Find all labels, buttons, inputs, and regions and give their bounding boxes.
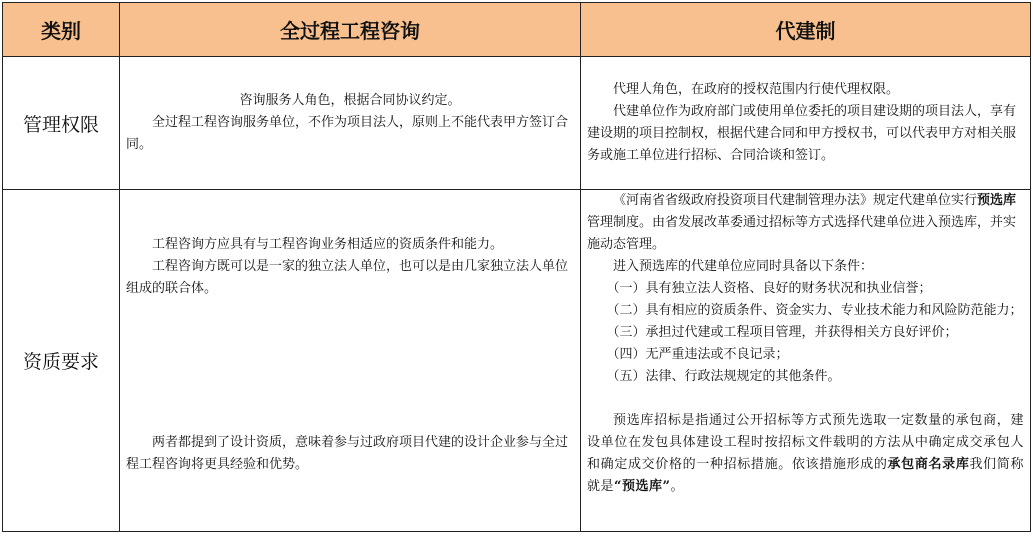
text: 。 [670, 479, 684, 494]
paragraph: 工程咨询方既可以是一家的独立法人单位，也可以是由几家独立法人单位组成的联合体。 [126, 259, 569, 296]
table-row [3, 57, 1031, 190]
paragraph: 全过程工程咨询服务单位，不作为项目法人，原则上不能代表甲方签订合同。 [126, 115, 569, 152]
header-whole-process-consulting: 全过程工程咨询 [120, 3, 581, 57]
paragraph [587, 190, 1024, 256]
paragraph [587, 410, 1024, 498]
condition-item: （三）承担过代建或工程项目管理，并获得相关方良好评价； [606, 325, 958, 340]
condition-item: （五）法律、行政法规规定的其他条件。 [606, 369, 841, 384]
condition-item: （一）具有独立法人资格、良好的财务状况和执业信誉； [606, 281, 932, 296]
consulting-authority-cell [120, 57, 581, 190]
table-row [3, 190, 1031, 532]
header-agent-construction: 代建制 [581, 3, 1031, 57]
text: 管理制度。由省发展改革委通过招标等方式选择代建单位进入预选库，并实施动态管理。 [587, 215, 1017, 252]
consulting-qualification-cell [120, 190, 581, 532]
bold-text: 预选库 [977, 193, 1017, 208]
bold-text: 承包商名录库 [887, 457, 970, 472]
paragraph: 代理人角色，在政府的授权范围内行使代理权限。 [613, 82, 900, 97]
bold-text: “预选库” [614, 479, 671, 494]
condition-item: （二）具有相应的资质条件、资金实力、专业技术能力和风险防范能力； [606, 303, 1023, 318]
paragraph: 咨询服务人角色，根据合同协议约定。 [239, 93, 461, 108]
condition-item: （四）无严重违法或不良记录； [606, 347, 789, 362]
category-cell: 资质要求 [3, 190, 120, 532]
category-cell: 管理权限 [3, 57, 120, 190]
header-category: 类别 [3, 3, 120, 57]
paragraph: 两者都提到了设计资质，意味着参与过政府项目代建的设计企业参与全过程工程咨询将更具经验和优势。 [126, 435, 569, 472]
agent-qualification-cell [581, 190, 1031, 532]
paragraph: 代建单位作为政府部门或使用单位委托的项目建设期的项目法人，享有建设期的项目控制权，根据代建合同和甲方授权书，可以代表甲方对相关服务或施工单位进行招标、合同洽谈和签订。 [587, 104, 1017, 163]
text: 预选库招标是指通过公开招标等方式预先选取一定数量的承包商，建设单位在发包具体建设工程时按招标文件载明的方法从中确定成交承包人和确定成交价格的一种招标措施。依该措施形成的 [587, 413, 1024, 472]
agent-authority-cell [581, 57, 1031, 190]
comparison-table [2, 2, 1031, 532]
paragraph: 工程咨询方应具有与工程咨询业务相适应的资质条件和能力。 [152, 237, 504, 252]
text: 《河南省省级政府投资项目代建制管理办法》规定代建单位实行 [613, 193, 978, 208]
text: 我们简称就是 [587, 457, 1024, 494]
paragraph: 进入预选库的代建单位应同时具备以下条件： [613, 259, 874, 274]
